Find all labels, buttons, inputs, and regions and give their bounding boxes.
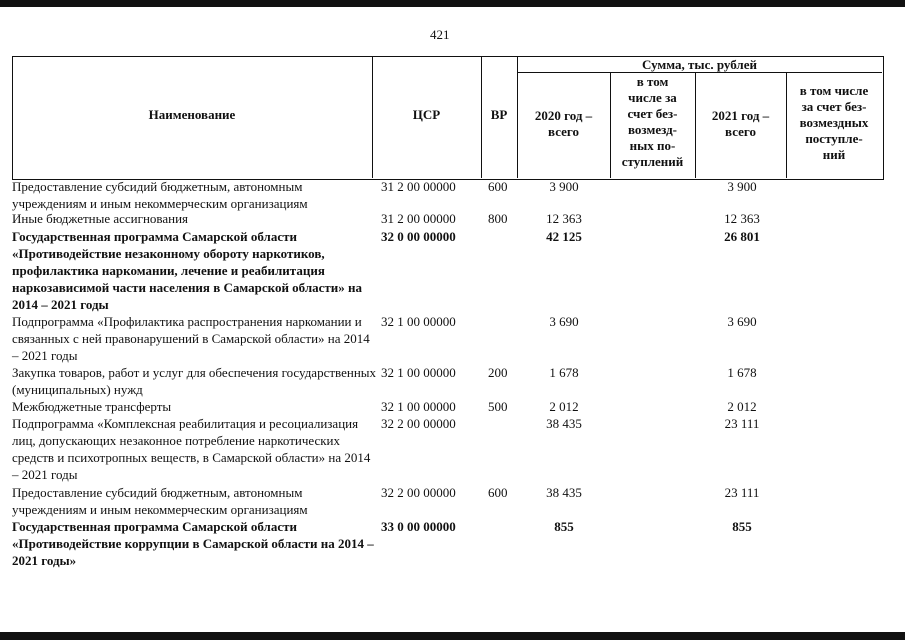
row-sum-2020: 38 435	[546, 485, 582, 500]
row-name: Закупка товаров, работ и услуг для обеспечения государственных (муниципальных) нужд	[12, 365, 377, 397]
row-sum-2020: 38 435	[546, 416, 582, 431]
row-vr: 200	[488, 365, 508, 380]
row-csr: 32 2 00 00000	[381, 485, 456, 500]
col-header-2021-total: 2021 год – всего	[711, 108, 770, 139]
row-csr: 32 1 00 00000	[381, 314, 456, 329]
row-vr: 600	[488, 179, 508, 194]
row-sum-2021: 1 678	[727, 365, 757, 380]
row-sum-2021: 23 111	[724, 485, 760, 500]
col-header-vr: ВР	[490, 107, 508, 122]
row-name: Иные бюджетные ассигнования	[12, 211, 189, 226]
row-sum-2020: 1 678	[549, 365, 579, 380]
scan-edge-bottom	[0, 632, 905, 640]
row-name: Государственная программа Самарской области «Противодействие коррупции в Самарской области на 2014 – 2021 годы»	[12, 519, 374, 568]
row-sum-2020: 12 363	[546, 211, 582, 226]
row-sum-2021: 26 801	[724, 229, 760, 244]
col-header-name: Наименование	[148, 107, 236, 122]
row-name: Государственная программа Самарской области «Противодействие незаконному обороту наркотиков, профилактика наркомании, лечение и реабилитация наркозависимой части населения в Самарской области» на 2014 – 2021 годы	[12, 229, 363, 312]
col-header-csr: ЦСР	[412, 107, 441, 122]
row-csr: 32 1 00 00000	[381, 399, 456, 414]
row-sum-2020: 855	[554, 519, 574, 534]
row-csr: 33 0 00 00000	[381, 519, 456, 534]
row-csr: 32 0 00 00000	[381, 229, 456, 244]
row-sum-2021: 23 111	[724, 416, 760, 431]
row-sum-2020: 42 125	[546, 229, 582, 244]
row-name: Подпрограмма «Профилактика распространения наркомании и связанных с ней правонарушений в Самарской области» на 2014 – 2021 годы	[12, 314, 370, 363]
page-number: 421	[430, 27, 450, 42]
row-name: Предоставление субсидий бюджетным, автономным учреждениям и иным некоммерческим организациям	[12, 485, 308, 517]
row-sum-2021: 855	[732, 519, 752, 534]
row-sum-2021: 12 363	[724, 211, 760, 226]
row-name: Межбюджетные трансферты	[12, 399, 172, 414]
row-sum-2020: 3 690	[549, 314, 579, 329]
row-sum-2021: 3 690	[727, 314, 757, 329]
row-vr: 600	[488, 485, 508, 500]
row-sum-2021: 2 012	[727, 399, 757, 414]
row-csr: 31 2 00 00000	[381, 211, 456, 226]
row-csr: 31 2 00 00000	[381, 179, 456, 194]
scan-edge-top	[0, 0, 905, 7]
row-sum-2020: 3 900	[549, 179, 579, 194]
row-vr: 500	[488, 399, 508, 414]
row-name: Предоставление субсидий бюджетным, автономным учреждениям и иным некоммерческим организациям	[12, 179, 308, 211]
row-name: Подпрограмма «Комплексная реабилитация и ресоциализация лиц, допускающих незаконное потребление наркотических средств и психотропных веществ, в Самарской области» на 2014 – 2021 годы	[12, 416, 371, 482]
col-header-2020-total: 2020 год – всего	[534, 108, 593, 139]
row-sum-2020: 2 012	[549, 399, 579, 414]
row-vr: 800	[488, 211, 508, 226]
row-sum-2021: 3 900	[727, 179, 757, 194]
col-header-2020-free: в том числе за счет без- возмезд- ных по- ступлений	[621, 74, 684, 169]
row-csr: 32 1 00 00000	[381, 365, 456, 380]
col-header-sum: Сумма, тыс. рублей	[642, 57, 757, 72]
col-header-2021-free: в том числе за счет без- возмездных поступле- ний	[799, 83, 869, 162]
row-csr: 32 2 00 00000	[381, 416, 456, 431]
